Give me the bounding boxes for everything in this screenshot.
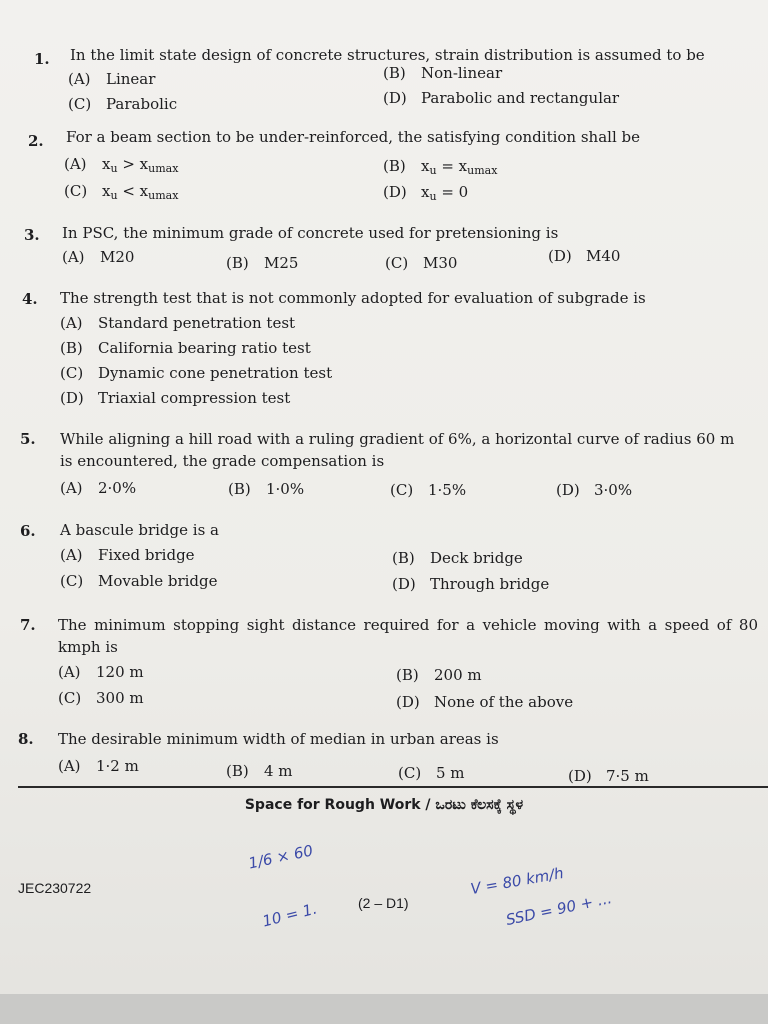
question-text: While aligning a hill road with a ruling gradient of 6%, a horizontal curve of radius 60 m is encountered, the grade compensation is <box>60 430 735 470</box>
option-b[interactable]: (B) California bearing ratio test <box>60 339 311 357</box>
divider-line <box>18 786 768 788</box>
question-text: The desirable minimum width of median in urban areas is <box>58 730 499 748</box>
option-b[interactable]: (B) 1·0% <box>228 480 305 498</box>
paper-code: JEC230722 <box>18 880 92 896</box>
option-b[interactable]: (B) $x_u = x_{umax}$ <box>383 157 498 177</box>
question-number: 2. <box>28 132 44 150</box>
handwritten-speed: V = 80 km/h <box>469 863 565 899</box>
option-c[interactable]: (C) Parabolic <box>68 95 178 113</box>
question-text: The strength test that is not commonly adopted for evaluation of subgrade is <box>60 289 646 307</box>
option-a[interactable]: (A) Fixed bridge <box>60 546 195 564</box>
option-c[interactable]: (C) M30 <box>385 254 458 272</box>
option-a[interactable]: (A) Standard penetration test <box>60 314 296 332</box>
option-a[interactable]: (A) 120 m <box>58 663 144 681</box>
option-c[interactable]: (C) 300 m <box>58 689 144 707</box>
question-text: The minimum stopping sight distance required for a vehicle moving with a speed of 80 kmph is <box>58 616 758 656</box>
option-c[interactable]: (C) Movable bridge <box>60 572 218 590</box>
option-a[interactable]: (A) 2·0% <box>60 479 137 497</box>
option-d[interactable]: (D) None of the above <box>396 693 574 711</box>
question-number: 8. <box>18 730 34 748</box>
question-number: 1. <box>34 50 50 68</box>
option-b[interactable]: (B) Deck bridge <box>392 549 523 567</box>
option-d[interactable]: (D) Triaxial compression test <box>60 389 291 407</box>
option-d[interactable]: (D) 3·0% <box>556 481 633 499</box>
option-c[interactable]: (C) 5 m <box>398 764 465 782</box>
handwritten-result: 10 = 1. <box>260 899 319 931</box>
option-c[interactable]: (C) $x_u < x_{umax}$ <box>64 182 179 202</box>
page-number: (2 – D1) <box>358 895 409 911</box>
option-b[interactable]: (B) Non-linear <box>383 64 503 82</box>
option-d[interactable]: (D) $x_u = 0$ <box>383 183 469 203</box>
option-d[interactable]: (D) Parabolic and rectangular <box>383 89 620 107</box>
option-a[interactable]: (A) Linear <box>68 70 156 88</box>
question-number: 3. <box>24 226 40 244</box>
question-text: In PSC, the minimum grade of concrete used for pretensioning is <box>62 224 559 242</box>
option-a[interactable]: (A) M20 <box>62 248 135 266</box>
question-number: 5. <box>20 430 36 448</box>
option-a[interactable]: (A) $x_u > x_{umax}$ <box>64 155 179 175</box>
option-c[interactable]: (C) Dynamic cone penetration test <box>60 364 333 382</box>
option-d[interactable]: (D) M40 <box>548 247 621 265</box>
paper-bottom-edge <box>0 994 768 1024</box>
rough-work-heading: Space for Rough Work / ಒರಟು ಕೆಲಸಕ್ಕೆ ಸ್ಥಳ <box>244 797 524 813</box>
option-d[interactable]: (D) 7·5 m <box>568 767 649 785</box>
handwritten-fraction: 1/6 × 60 <box>246 841 315 873</box>
option-b[interactable]: (B) 4 m <box>226 762 293 780</box>
question-number: 4. <box>22 290 38 308</box>
question-number: 7. <box>20 616 36 634</box>
option-b[interactable]: (B) 200 m <box>396 666 482 684</box>
option-b[interactable]: (B) M25 <box>226 254 299 272</box>
handwritten-ssd: SSD = 90 + ... <box>504 889 614 929</box>
question-text: For a beam section to be under-reinforced, the satisfying condition shall be <box>66 128 640 146</box>
question-text: In the limit state design of concrete structures, strain distribution is assumed to be <box>70 46 705 64</box>
question-number: 6. <box>20 522 36 540</box>
option-c[interactable]: (C) 1·5% <box>390 481 467 499</box>
question-text: A bascule bridge is a <box>60 521 219 539</box>
option-a[interactable]: (A) 1·2 m <box>58 757 139 775</box>
option-d[interactable]: (D) Through bridge <box>392 575 550 593</box>
